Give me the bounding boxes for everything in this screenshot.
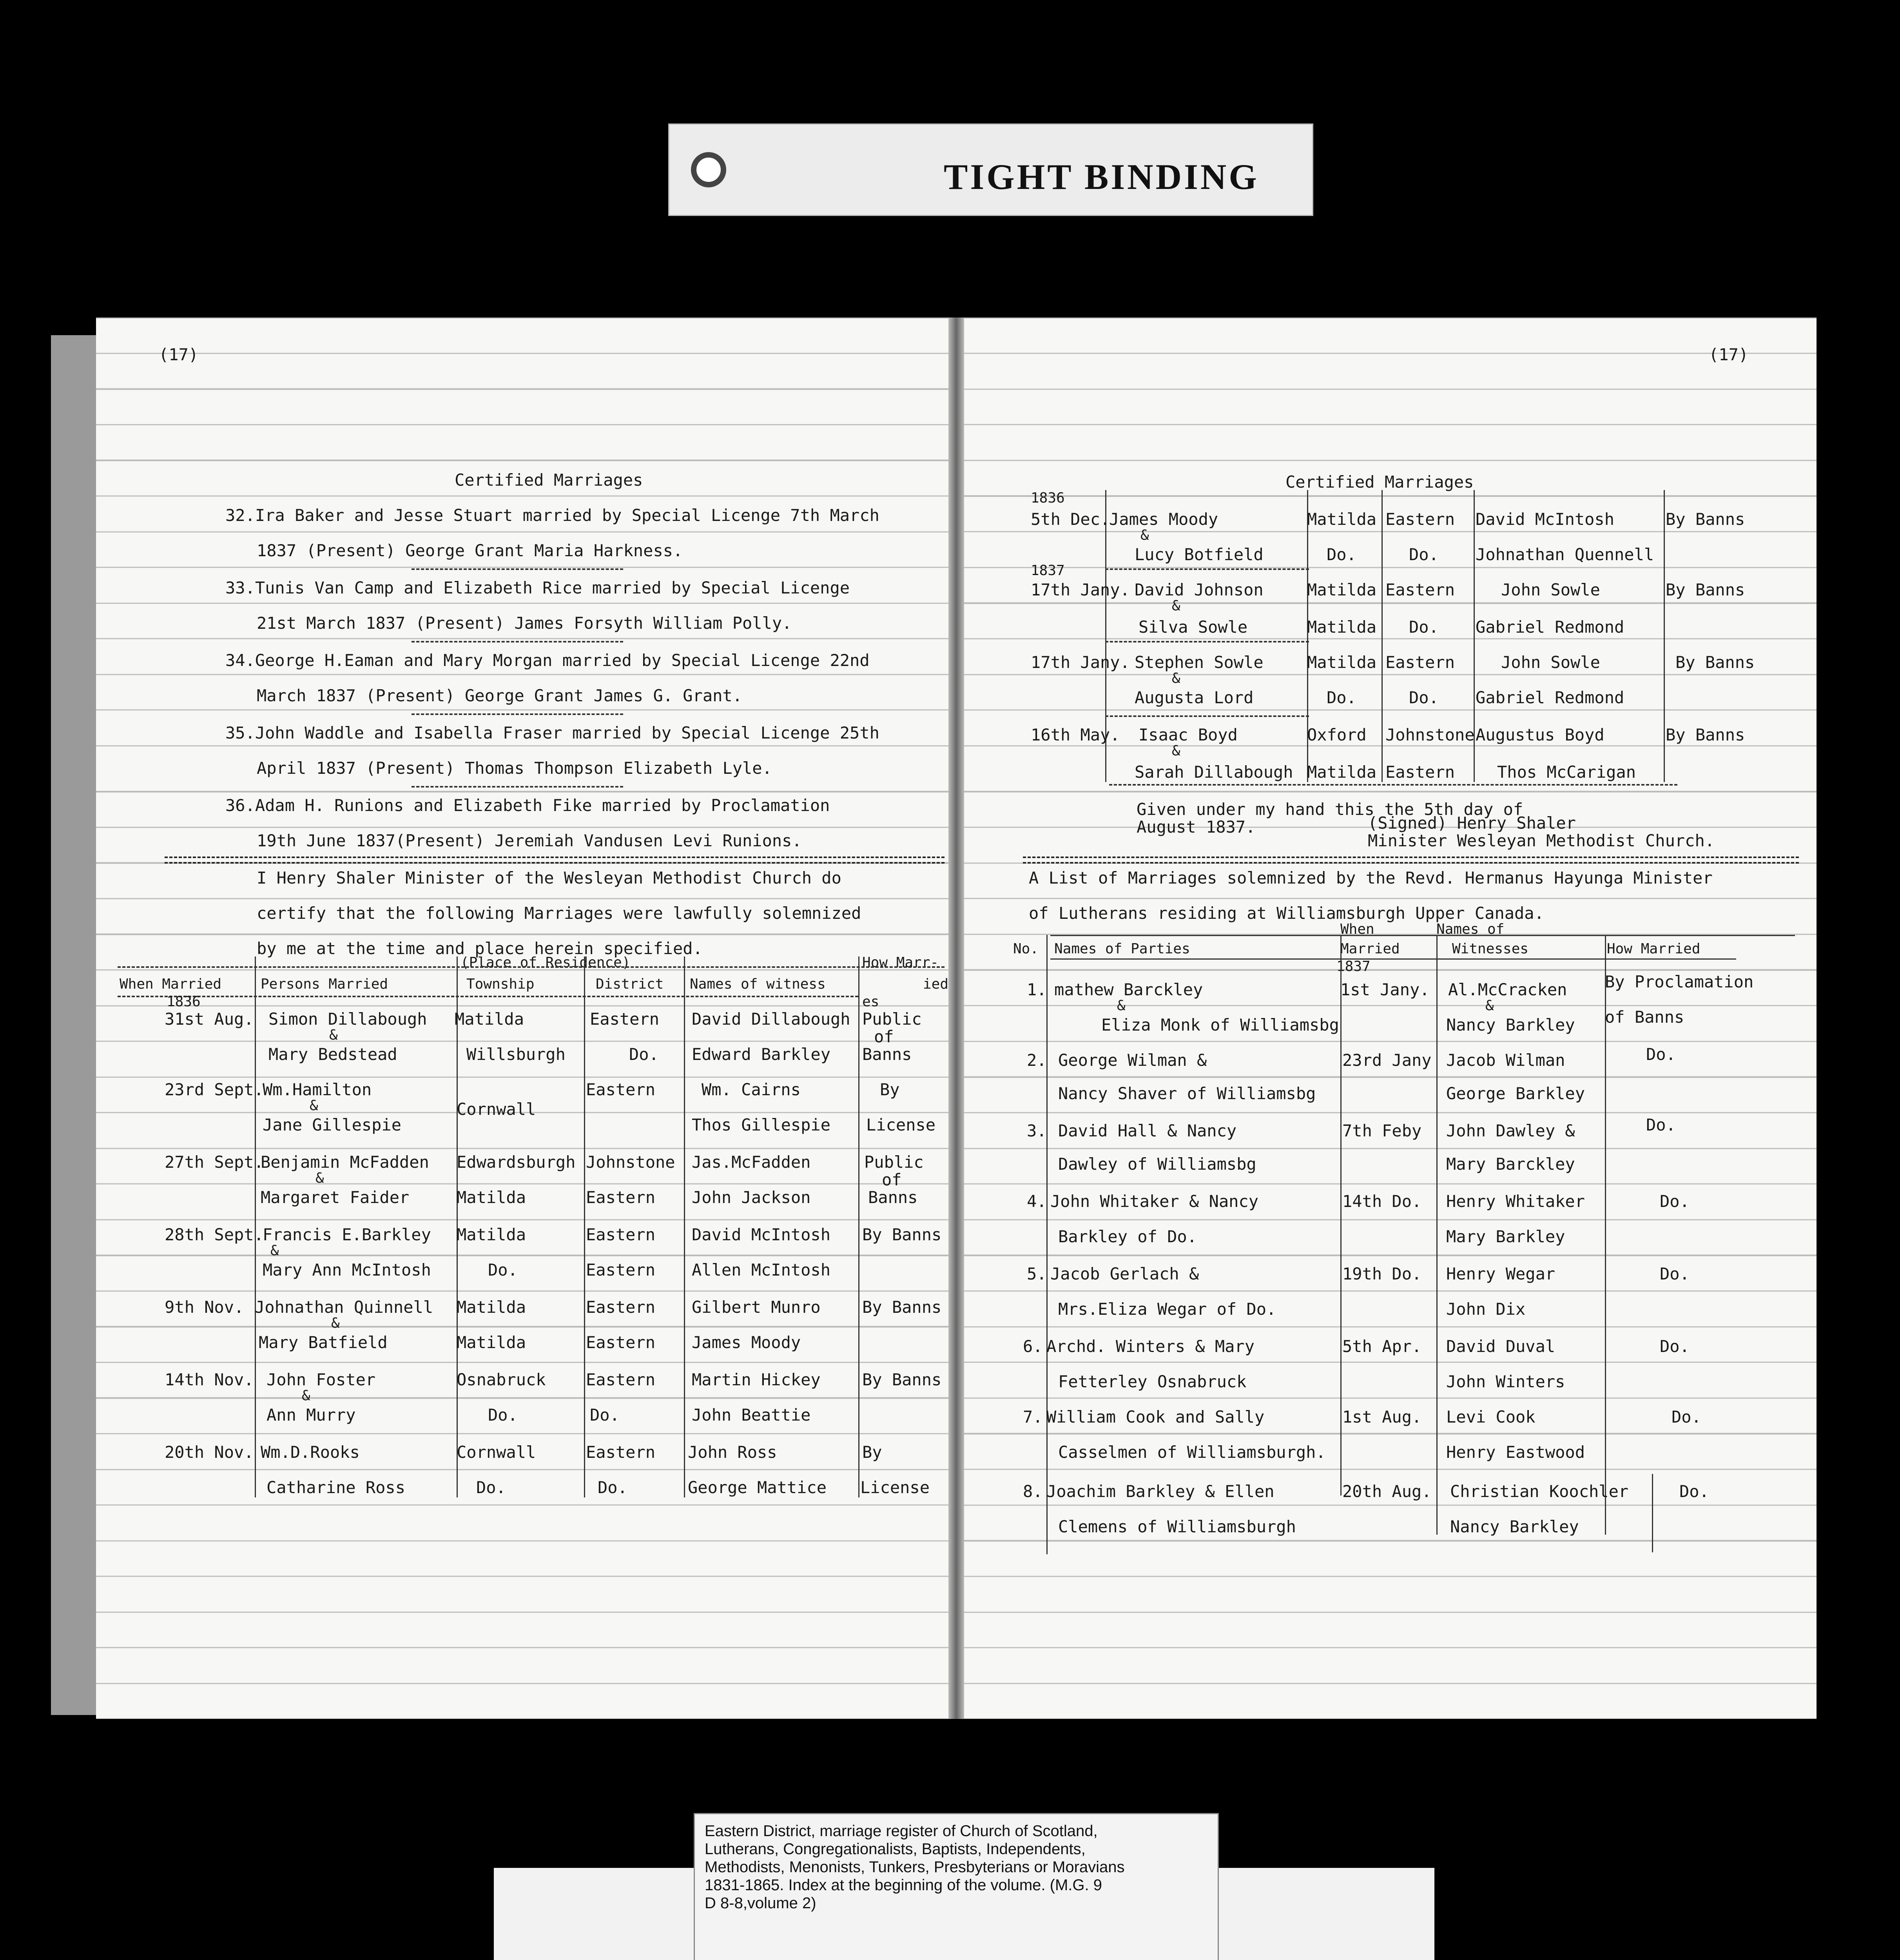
date: 9th Nov. [165,1298,244,1317]
amp: & [310,1098,318,1114]
header-how-ied: ied [923,976,949,992]
tight-binding-label [668,123,1313,216]
no: 8. [1023,1482,1043,1501]
certification-line3: by me at the time and place herein specified. [257,939,703,958]
person-1: James Moody [1109,510,1218,529]
district-1: Eastern [586,1370,656,1389]
date: 27th Sept. [165,1152,264,1172]
witness-1: Jacob Wilman [1446,1051,1565,1070]
how-1: By [862,1443,882,1462]
how: By Banns [1666,510,1745,529]
witness-1: David McIntosh [1476,510,1615,529]
amp: & [270,1243,279,1259]
witness-2: Edward Barkley [692,1045,831,1064]
how-1: Public [862,1009,922,1029]
person-2: Sarah Dillabough [1135,762,1293,782]
person-1: Francis E.Barkley [263,1225,431,1244]
witness-1: Augustus Boyd [1476,725,1604,744]
person-1: Isaac Boyd [1139,725,1238,744]
how-2: of Banns [1605,1007,1684,1027]
given-line1: Given under my hand this the 5th day of [1137,800,1523,819]
right-heading: Certified Marriages [1285,472,1474,492]
header-names: Names of Parties [1054,941,1190,957]
witness-2: John Dix [1446,1299,1526,1319]
district-2: Do. [1409,545,1439,564]
witness-1: John Sowle [1501,580,1600,599]
party-a: George Wilman & [1058,1051,1207,1070]
witness-1: John Sowle [1501,653,1600,672]
township-1: Matilda [1307,653,1377,672]
tight-binding-text: TIGHT BINDING [944,157,1259,197]
year: 1837 [1031,563,1065,579]
person-2: Lucy Botfield [1135,545,1264,564]
amp: & [1172,670,1180,686]
header-no: No. [1013,941,1039,957]
witness-2: John Beattie [692,1405,811,1425]
district-1: Eastern [586,1225,656,1244]
date: 17th Jany. [1031,580,1130,599]
person-2: Margaret Faider [261,1188,410,1207]
catalog-note-line: Eastern District, marriage register of Church of Scotland, [705,1822,1098,1840]
entry-33-line1: 33.Tunis Van Camp and Elizabeth Rice married by Special Licenge [225,578,850,597]
column-line [1340,935,1342,1495]
year: 1836 [167,994,201,1010]
header-rule [1050,958,1736,960]
witness-2: Thos McCarigan [1497,762,1636,782]
witness-2: Henry Eastwood [1446,1443,1585,1462]
book-page-edges [51,335,102,1715]
year: 1836 [1031,490,1065,506]
witness-2: John Jackson [692,1188,811,1207]
township-2: Matilda [457,1333,526,1352]
how-1: By Banns [862,1370,942,1389]
separator [412,713,623,715]
witness-2: Mary Barckley [1446,1154,1575,1174]
column-line [1381,490,1383,782]
party-b: Eliza Monk of Williamsbg [1101,1015,1339,1034]
party-b: Fetterley Osnabruck [1058,1372,1247,1391]
entry-35-line2: April 1837 (Present) Thomas Thompson Elizabeth Lyle. [257,759,772,778]
header-rule-bottom [118,996,858,997]
township-1: Matilda [457,1225,526,1244]
person-2: Mary Batfield [259,1333,388,1352]
witness-1: Wm. Cairns [702,1080,801,1099]
witness-2: Gabriel Redmond [1476,617,1624,637]
how-1: Do. [1646,1115,1676,1134]
column-line [1436,935,1438,1535]
certification-line1: I Henry Shaler Minister of the Wesleyan Methodist Church do [257,868,841,887]
when: 20th Aug. [1342,1482,1432,1501]
township-1: Matilda [1307,580,1377,599]
township-2: Do. [1327,545,1356,564]
header-persons: Persons Married [261,976,388,992]
separator [1105,641,1309,642]
party-a: Archd. Winters & Mary [1046,1337,1255,1356]
party-b: Nancy Shaver of Williamsbg [1058,1084,1316,1103]
how-1: Do. [1660,1337,1690,1356]
list-intro-line1: A List of Marriages solemnized by the Revd. Hermanus Hayunga Minister [1029,868,1713,887]
how-1: Do. [1672,1407,1701,1426]
date: 14th Nov. [165,1370,254,1389]
witness-1: Henry Wegar [1446,1264,1556,1283]
column-line [1046,935,1048,1554]
date: 28th Sept. [165,1225,264,1244]
district-2: Do. [1409,688,1439,707]
district-1: Eastern [586,1298,656,1317]
township-2: Matilda [457,1188,526,1207]
no: 7. [1023,1407,1043,1426]
right-page-number: (17) [1709,345,1749,364]
header-place: (Place of Residence) [460,955,631,971]
township-2: Willsburgh [466,1045,566,1064]
witness-1: John Ross [688,1443,777,1462]
district-2: Eastern [586,1188,656,1207]
township-2: Do. [488,1260,518,1279]
witness-1: David Duval [1446,1337,1556,1356]
entry-32-line2: 1837 (Present) George Grant Maria Harkness. [257,541,683,560]
certification-line2: certify that the following Marriages were lawfully solemnized [257,904,861,923]
entry-34-line1: 34.George H.Eaman and Mary Morgan married by Special Licenge 22nd [225,651,870,670]
when: 7th Feby [1342,1121,1422,1140]
header-township: Township [466,976,535,992]
how-1: By Banns [862,1225,942,1244]
township-2: Do. [488,1405,518,1425]
witness-1: David McIntosh [692,1225,831,1244]
party-b: Barkley of Do. [1058,1227,1197,1246]
witness-1: Martin Hickey [692,1370,821,1389]
person-2: Mary Ann McIntosh [263,1260,431,1279]
person-2: Ann Murry [267,1405,356,1425]
district-2: Do. [629,1045,659,1064]
township-2: Matilda [1307,762,1377,782]
header-witnesses: Witnesses [1452,941,1529,957]
amp: & [1485,998,1494,1014]
township-1: Matilda [457,1298,526,1317]
township-1: Oxford [1307,725,1367,744]
witness-2: Gabriel Redmond [1476,688,1624,707]
how-1: By Proclamation [1605,972,1754,991]
separator [1109,784,1677,786]
witness-1: Gilbert Munro [692,1298,821,1317]
witness-2: George Mattice [688,1478,827,1497]
person-1: Simon Dillabough [268,1009,427,1029]
catalog-note-line: Methodists, Menonists, Tunkers, Presbyterians or Moravians [705,1858,1125,1876]
amp: & [1172,598,1180,614]
witness-2: Nancy Barkley [1450,1517,1579,1536]
entry-36-line1: 36.Adam H. Runions and Elizabeth Fike married by Proclamation [225,796,830,815]
no: 6. [1023,1337,1043,1356]
witness-1: Christian Koochler [1450,1482,1629,1501]
date: 20th Nov. [165,1443,254,1462]
separator [412,641,623,642]
party-a: Joachim Barkley & Ellen [1046,1482,1275,1501]
person-1: John Foster [267,1370,376,1389]
how-1: Do. [1679,1482,1709,1501]
township-2: Do. [1327,688,1356,707]
person-1: Wm.D.Rooks [261,1443,360,1462]
when: 23rd Jany [1342,1051,1432,1070]
catalog-note-line: 1831-1865. Index at the beginning of the volume. (M.G. 9 [705,1877,1102,1894]
how-1: Do. [1660,1264,1690,1283]
entry-36-line2: 19th June 1837(Present) Jeremiah Vandusen Levi Runions. [257,831,802,850]
how: By Banns [1666,580,1745,599]
witness-2: James Moody [692,1333,801,1352]
party-b: Casselmen of Williamsburgh. [1058,1443,1326,1462]
district-2: Eastern [586,1333,656,1352]
person-2: Mary Bedstead [268,1045,397,1064]
person-1: Benjamin McFadden [261,1152,429,1172]
party-a: William Cook and Sally [1046,1407,1265,1426]
witness-2: Thos Gillespie [692,1115,831,1134]
binder-hole-icon [691,152,726,187]
district-2: Do. [590,1405,620,1425]
catalog-note-line: Lutherans, Congregationalists, Baptists, Independents, [705,1840,1086,1858]
header-how-married: How Married [1607,941,1701,957]
entry-34-line2: March 1837 (Present) George Grant James G. Grant. [257,686,743,705]
witness-2: John Winters [1446,1372,1565,1391]
township-2: Cornwall [457,1100,536,1119]
person-2: Silva Sowle [1139,617,1248,637]
double-separator [165,857,945,864]
separator [1105,568,1309,570]
how-1: Public [864,1152,924,1172]
party-a: mathew Barckley [1054,980,1203,999]
district-2: Do. [598,1478,627,1497]
when: 1st Aug. [1342,1407,1422,1426]
entry-33-line2: 21st March 1837 (Present) James Forsyth William Polly. [257,613,792,633]
township-2: Matilda [1307,617,1377,637]
when: 19th Do. [1342,1264,1422,1283]
signed-line2: Minister Wesleyan Methodist Church. [1368,831,1715,850]
witness-1: Henry Whitaker [1446,1192,1585,1211]
district-1: Eastern [590,1009,660,1029]
separator [412,786,623,788]
separator [1105,715,1309,717]
witness-2: Allen McIntosh [692,1260,831,1279]
how-3: Banns [868,1188,918,1207]
party-b: Dawley of Williamsbg [1058,1154,1256,1174]
date: 31st Aug. [165,1009,254,1029]
party-a: David Hall & Nancy [1058,1121,1237,1140]
how-2: of [882,1170,902,1189]
header-rule-top [118,966,945,968]
left-page-number: (17) [159,345,199,364]
township-1: Matilda [1307,510,1377,529]
amp: & [331,1315,340,1331]
party-b: Clemens of Williamsburgh [1058,1517,1296,1536]
column-line [1664,490,1665,782]
township-1: Matilda [455,1009,524,1029]
how-1: Do. [1660,1192,1690,1211]
how-1: By Banns [862,1298,942,1317]
column-line [584,956,585,1497]
header-district: District [596,976,664,992]
date: 17th Jany. [1031,653,1130,672]
district-1: Eastern [1385,653,1455,672]
given-line2: August 1837. [1137,817,1256,837]
township-1: Cornwall [457,1443,536,1462]
person-1: Wm.Hamilton [263,1080,372,1099]
how-3: License [860,1478,930,1497]
amp: & [302,1388,310,1404]
district-2: Eastern [586,1260,656,1279]
date: 23rd Sept. [165,1080,264,1099]
person-1: David Johnson [1135,580,1264,599]
person-2: Catharine Ross [267,1478,406,1497]
header-witnesses-es: es [862,994,879,1010]
no: 4. [1027,1192,1047,1211]
district-2: Do. [1409,617,1439,637]
entry-35-line1: 35.John Waddle and Isabella Fraser married by Special Licenge 25th [225,723,879,742]
district-2: Eastern [1385,762,1455,782]
how-1: Do. [1646,1045,1676,1064]
district-1: Johnstone [586,1152,675,1172]
column-line [1652,1474,1653,1552]
date: 16th May. [1031,725,1120,744]
district-1: Eastern [586,1443,656,1462]
left-heading: Certified Marriages [455,470,643,490]
double-separator [1023,857,1799,864]
witness-2: Mary Barkley [1446,1227,1565,1246]
header-how: How Marr- [862,955,939,971]
no: 2. [1027,1051,1047,1070]
book-gutter [948,318,964,1719]
district-1: Eastern [1385,510,1455,529]
how-3: Banns [862,1045,912,1064]
no: 1. [1027,980,1047,999]
how-1: By [880,1080,900,1099]
witness-1: Levi Cook [1446,1407,1536,1426]
catalog-note [694,1813,1219,1960]
header-when: When Married [120,976,222,992]
when: 5th Apr. [1342,1337,1422,1356]
amp: & [1117,998,1126,1014]
witness-1: Jas.McFadden [692,1152,811,1172]
list-intro-line2: of Lutherans residing at Williamsburgh Upper Canada. [1029,904,1544,923]
township-2: Do. [476,1478,506,1497]
district-1: Johnstone [1385,725,1475,744]
person-1: Johnathan Quinnell [255,1298,433,1317]
header-married: Married [1340,941,1400,957]
township-1: Edwardsburgh [457,1152,576,1172]
header-witnesses: Names of witness [690,976,826,992]
witness-2: Nancy Barkley [1446,1015,1575,1034]
how: By Banns [1675,653,1755,672]
column-line [858,956,859,1497]
when: 1st Jany. [1340,980,1430,999]
no: 3. [1027,1121,1047,1140]
entry-32-line1: 32.Ira Baker and Jesse Stuart married by Special Licenge 7th March [225,506,879,525]
column-line [684,956,685,1497]
amp: & [1140,527,1149,543]
district-1: Eastern [1385,580,1455,599]
party-a: John Whitaker & Nancy [1050,1192,1259,1211]
amp: & [329,1027,338,1043]
person-2: Jane Gillespie [263,1115,402,1134]
party-b: Mrs.Eliza Wegar of Do. [1058,1299,1276,1319]
header-when: When [1340,921,1374,937]
amp: & [1172,743,1180,759]
header-names-of: Names of [1436,921,1505,937]
person-1: Stephen Sowle [1135,653,1264,672]
how-2: of [874,1027,894,1046]
no: 5. [1027,1264,1047,1283]
how: By Banns [1666,725,1745,744]
person-2: Augusta Lord [1135,688,1254,707]
header-year: 1837 [1336,958,1371,975]
witness-2: Johnathan Quennell [1476,545,1654,564]
signed-line1: (Signed) Henry Shaler [1368,813,1576,833]
date: 5th Dec. [1031,510,1110,529]
how-3: License [866,1115,936,1134]
witness-1: John Dawley & [1446,1121,1575,1140]
witness-1: Al.McCracken [1448,980,1567,999]
township-1: Osnabruck [457,1370,546,1389]
header-rule [1050,935,1795,936]
witness-2: George Barkley [1446,1084,1585,1103]
separator [412,568,623,570]
district-1: Eastern [586,1080,656,1099]
amp: & [315,1170,324,1186]
party-a: Jacob Gerlach & [1050,1264,1199,1283]
when: 14th Do. [1342,1192,1422,1211]
catalog-note-line: D 8-8,volume 2) [705,1895,816,1912]
witness-1: David Dillabough [692,1009,850,1029]
